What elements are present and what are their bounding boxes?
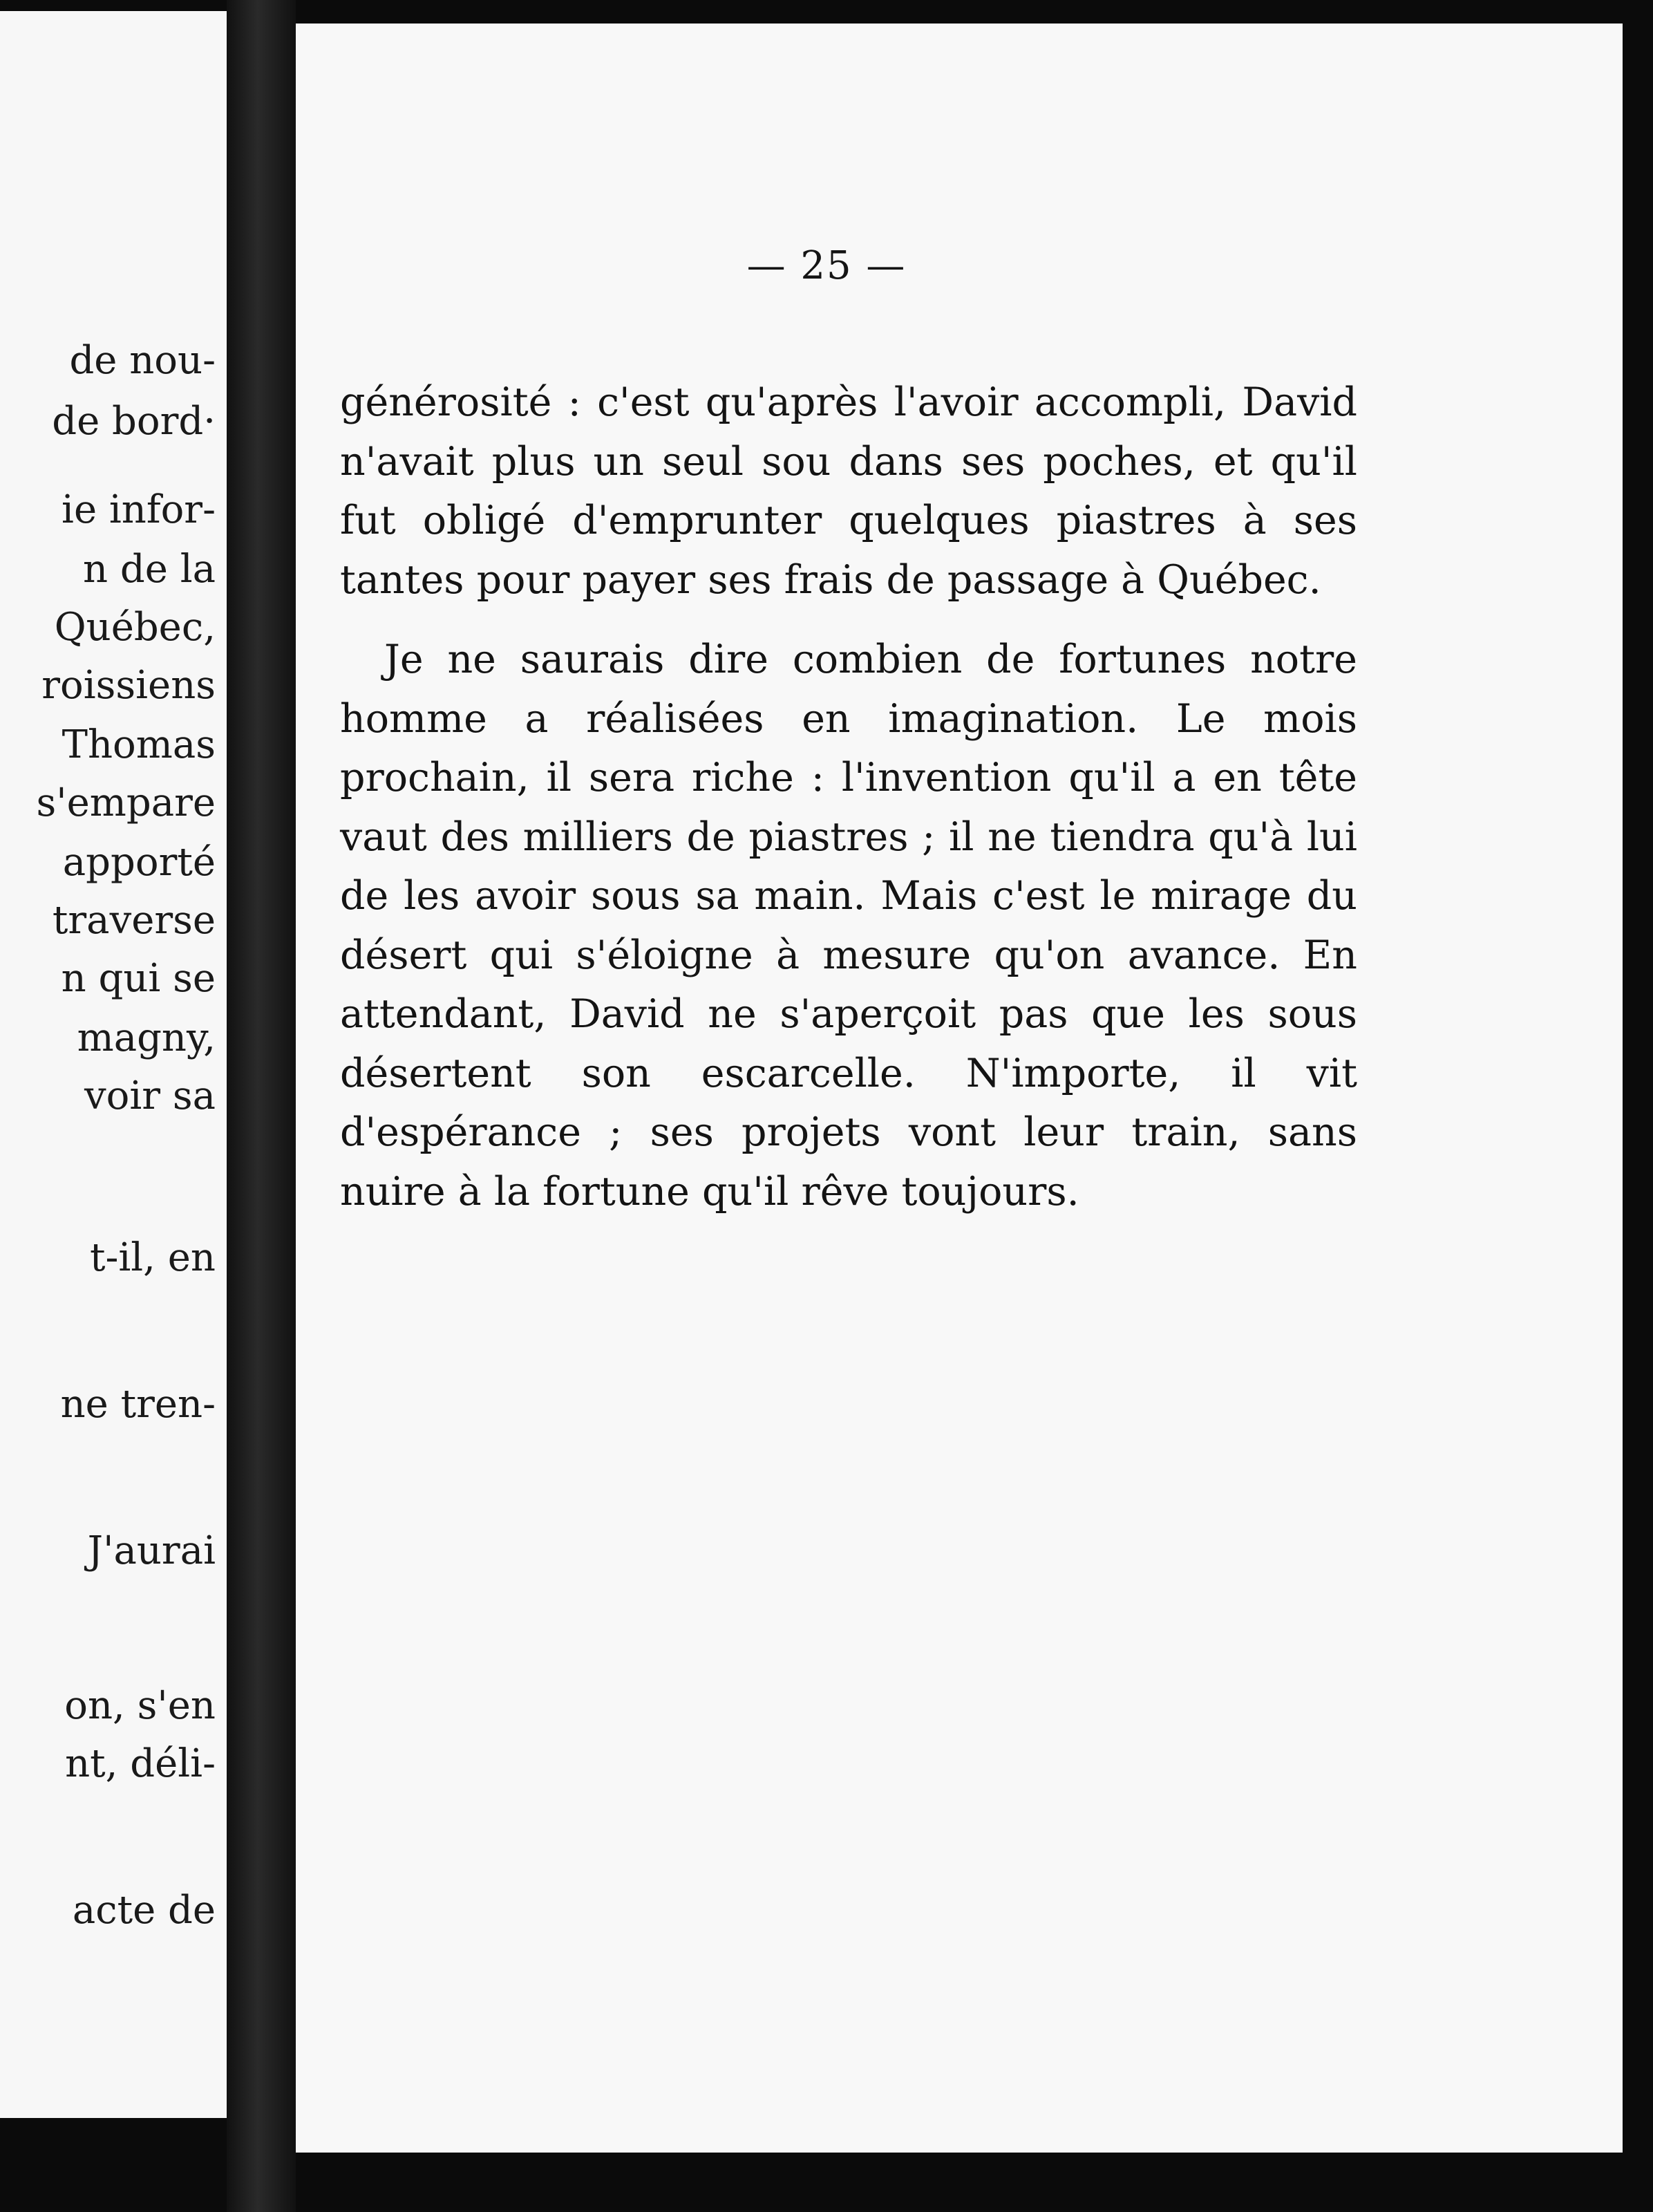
left-page-line: apporté	[62, 840, 216, 885]
left-page-line: t-il, en	[89, 1235, 216, 1280]
left-page-line: n de la	[83, 547, 216, 592]
left-page-line: J'aurai	[87, 1528, 216, 1573]
left-page-line: de bord·	[52, 399, 216, 444]
left-page-line: Thomas	[62, 722, 216, 767]
book-gutter	[227, 0, 296, 2212]
left-page-line: s'empare	[36, 780, 216, 825]
left-page-line: traverse	[52, 898, 216, 943]
left-page-line: on, s'en	[64, 1683, 216, 1728]
paragraph-1: générosité : c'est qu'après l'avoir accompli, David n'avait plus un seul sou dans ses poches, et qu'il fut obligé d'emprunter quelques piastres à ses tantes pour payer ses frais de passage à Québec.	[340, 379, 1357, 603]
left-page-line: voir sa	[84, 1074, 216, 1118]
left-page-line: nt, déli-	[65, 1741, 216, 1786]
left-page-line: ie infor-	[62, 487, 216, 532]
page-number: — 25 —	[746, 243, 907, 288]
left-page-line: acte de	[72, 1888, 216, 1933]
left-page	[0, 11, 227, 2118]
left-page-line: ne tren-	[60, 1382, 216, 1427]
paragraph-2: Je ne saurais dire combien de fortunes notre homme a réalisées en imagination. Le mois prochain, il sera riche : l'invention qu'il a en tête vaut des milliers de piastres ; il ne tiendra qu'à lui de les avoir sous sa main. Mais c'est le mirage du désert qui s'éloigne à mesure qu'on avance. En attendant, David ne s'aperçoit pas que les sous désertent son escarcelle. N'importe, il vit d'espérance ; ses projets vont leur train, sans nuire à la fortune qu'il rêve toujours.	[340, 637, 1357, 1215]
left-page-line: de nou-	[69, 338, 216, 383]
left-page-line: Québec,	[54, 605, 216, 650]
left-page-line: roissiens	[41, 663, 216, 708]
left-page-line: n qui se	[61, 956, 216, 1001]
left-page-line: magny,	[77, 1015, 216, 1060]
page-body-text	[340, 373, 1357, 1221]
